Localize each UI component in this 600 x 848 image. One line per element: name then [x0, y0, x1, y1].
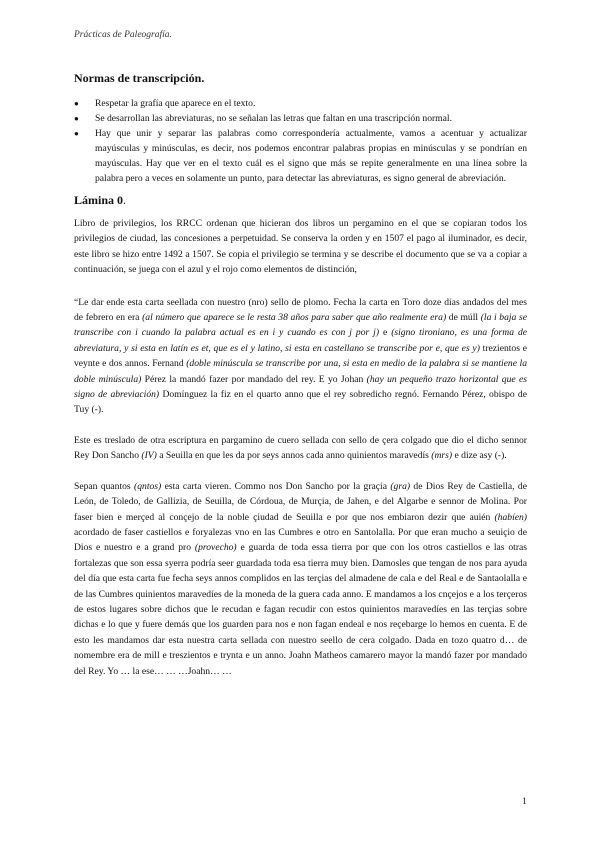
section-title-lamina [74, 192, 527, 216]
text-run: Este es treslado de otra escriptura en pargamino de cuero sellada con sello de çera colgado que dio el dicho sennor Rey Don Sancho [74, 434, 527, 462]
paragraph-sepan [74, 479, 527, 679]
text-run: trezientos e veynte e dos annos. Fernand [74, 342, 527, 370]
list-item: ● Hay que unir y separar las palabras como correspondería actualmente, vamos a acentuar y actualizar mayúsculas y minúsculas, es decir, nos podemos encontrar palabras propias en minúsculas y se pondrían en mayúsculas. Hay que ver en el texto cuál es el signo que más se repite generalmente en una línea sobre la palabra pero a veces en solamente un punto, para detectar las abreviaturas, es signo general de abreviación. [74, 126, 527, 186]
annotation: (hay un pequeño trazo horizontal que es signo de abreviación) [74, 373, 527, 401]
text-run: de Dios Rey de Castiella, de León, de Toledo, de Gallizia, de Seuilla, de Córdoua, de Murçia, de Jahen, e del Algarbe e sennor de Molina. Por faser bien e merçed al conçejo de la noble çiudad de Seuilla e por que nos embiaron dezir que auién [74, 480, 527, 523]
text-run: a Seuilla en que les da por seys annos cada anno quinientos maravedís [156, 450, 432, 462]
text-run: e dize asy (-). [452, 450, 507, 462]
page-number: 1 [522, 797, 527, 807]
annotation: (IV) [141, 450, 157, 462]
paragraph-intro: Libro de privilegios, los RRCC ordenan que hicieran dos libros un pergamino en el que se copiaran todos los privilegios de ciudad, las concesiones a perpetuidad. Se conserva la orden y en 1507 el pago al iluminador, es decir, este libro se hizo entre 1492 a 1507. Se copia el privilegio se termina y se describe el documento que se va a copiar a continuación, se juega con el azul y el rojo como elementos de distinción, [74, 218, 527, 276]
annotation: (provecho) [194, 542, 237, 554]
annotation: (gra) [390, 480, 411, 492]
text-run: Pérez la mandó fazer por mandado del rey. E yo Johan [141, 373, 367, 385]
section-title-lamina-suffix: . [123, 193, 127, 207]
annotation: (habíen) [494, 511, 527, 523]
list-item: ● Respetar la grafía que aparece en el texto. [74, 96, 527, 111]
annotation: (doble minúscula se transcribe por una, si esta en medio de la palabra si se mantiene la doble minúscula) [74, 358, 527, 385]
annotation: (qntos) [134, 480, 162, 492]
document-body [74, 70, 527, 679]
transcription-rules-list [74, 96, 527, 186]
annotation: (mrs) [431, 450, 453, 462]
text-run: Domínguez la fiz en el quarto anno que el rey sobredicho regnó. Fernando Pérez, obispo de Tuy (-). [74, 389, 527, 416]
section-title-lamina-text: Lámina 0 [74, 193, 124, 207]
annotation: (la i baja se transcribe con i cuando la palabra actual es en i y cuando es con j por j) [74, 312, 527, 339]
annotation: (al número que aparece se le resta 38 años para saber que año realmente era) [142, 312, 447, 324]
text-run: e [379, 327, 392, 339]
list-item: ● Se desarrollan las abreviaturas, no se señalan las letras que faltan en una trascripción normal. [74, 111, 527, 126]
paragraph-quote [74, 295, 527, 418]
page-header: Prácticas de Paleografía. [74, 30, 172, 40]
text-run: acordado de faser castiellos e foryalezas vno en las Cumbres e otro en Santolalla. Por que eran mucho a seuiçio de Dios e nuestro e a grand pro [74, 526, 527, 554]
text-run: Sepan quantos [74, 480, 135, 492]
text-run: de múll [446, 312, 481, 324]
text-run: e guarda de toda essa tierra por que con los otros castiellos e las otras fortalezas que son essa syerra podría seer guardada toda esa tierra muy bien. Damosles que tengan de nos para ayuda del día que esta carta fue fecha seys annos complidos en las terçias del almadene de cala e del Real e de Santaolalla e de las Cumbres quinientos maravedíes de la moneda de la guera cada anno. E mandamos a los cnçejos e a los terçeros de estos lugares sobre dichos que le recudan e fagan recudir con estos quinientos maravedíes en las terçias sobre dichas e lo que y fuere demás que los guarden para nos e non fagan endeal e nos reçebarge lo hemos en cuenta. E de esto les mandamos dar esta nuestra carta sellada con nuestro seello de cera colgado. Dada en tozo quatro d… de nomembre era de mill e treszientos e trynta e un anno. Joahn Matheos camarero mayor la mandó fazer por mandado del Rey. Yo … la ese… … …Joahn… … [74, 542, 527, 677]
paragraph-traslado [74, 433, 527, 464]
section-title-normas: Normas de transcripción. [74, 71, 205, 85]
text-run: esta carta vieren. Commo nos Don Sancho por la graçia [161, 480, 391, 492]
annotation: (signo tironiano, es una forma de abreviatura, y si esta en latín es et, que es el y latino, si esta en castellano se transcribe por e, que es y) [74, 327, 528, 354]
text-run: “Le dar ende esta carta seellada con nuestro (nro) sello de plomo. Fecha la carta en Toro doze días andados del mes de febrero en era [74, 296, 527, 324]
